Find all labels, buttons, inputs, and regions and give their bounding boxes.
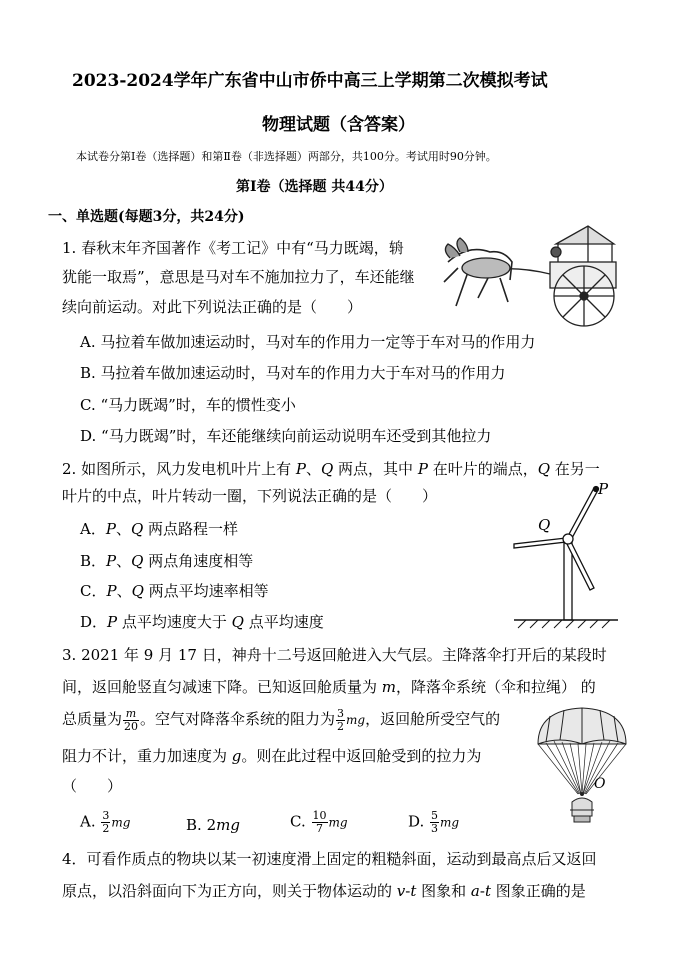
label-q: Q <box>538 516 551 534</box>
q3-option-b: B. 2mg <box>186 816 240 834</box>
q2-option-b: B．P、Q 两点角速度相等 <box>80 552 254 570</box>
q3-line3-post: ，返回舱所受空气的 <box>365 710 501 728</box>
q3-line-3: 总质量为 $\frac{m}{20}$ 。空气对降落伞系统的阻力为 $\frac{3}{2}$ mg，返回舱所受空气的 <box>62 706 501 733</box>
part-heading: 第Ⅰ卷（选择题 共44分） <box>236 179 393 195</box>
fraction-m-20: $\frac{m}{20}$ <box>124 706 139 733</box>
q4-line-2: 原点，以沿斜面向下为正方向，则关于物体运动的 v-t 图象和 a-t 图象正确的是 <box>62 882 586 900</box>
q3-line-4: 阻力不计，重力加速度为 g。则在此过程中返回舱受到的拉力为 <box>62 747 482 765</box>
q3-line-2: 间，返回舱竖直匀减速下降。已知返回舱质量为 m，降落伞系统（伞和拉绳） 的 <box>62 678 596 696</box>
q2-option-a: A．P、Q 两点路程一样 <box>80 520 239 538</box>
label-o: O <box>594 776 606 792</box>
q3-line3-pre: 总质量为 <box>62 710 123 728</box>
label-p: P <box>598 480 609 498</box>
q2-option-c: C．P、Q 两点平均速率相等 <box>80 582 269 600</box>
q4-line-1: 4．可看作质点的物块以某一初速度滑上固定的粗糙斜面，运动到最高点后又返回 <box>62 850 597 868</box>
q1-line-2: 犹能一取焉”，意思是马对车不施加拉力了，车还能继 <box>62 268 415 286</box>
q3-option-d: D. $\frac{5}{3}$ mg <box>408 809 460 835</box>
q1-line-3: 续向前运动。对此下列说法正确的是（ ） <box>62 298 363 316</box>
q3-option-c: C. $\frac{10}{7}$ mg <box>290 809 348 835</box>
q1-option-c: C. “马力既竭”时，车的惯性变小 <box>80 396 296 414</box>
q2-line-1: 2. 如图所示，风力发电机叶片上有 P、Q 两点，其中 P 在叶片的端点，Q 在另一 <box>62 460 600 478</box>
wind-turbine-figure <box>508 478 624 630</box>
chariot-figure <box>438 222 624 332</box>
q1-option-a: A. 马拉着车做加速运动时，马对车的作用力一定等于车对马的作用力 <box>80 333 536 351</box>
parachute-figure <box>534 706 630 828</box>
page-subtitle: 物理试题（含答案） <box>262 115 415 135</box>
q3-line-5: （ ） <box>62 777 123 795</box>
q3-line-1: 3. 2021 年 9 月 17 日，神舟十二号返回舱进入大气层。主降落伞打开后的某段时 <box>62 646 607 664</box>
page-title: 2023-2024学年广东省中山市侨中高三上学期第二次模拟考试 <box>72 71 548 91</box>
q3-line3-mid: 。空气对降落伞系统的阻力为 <box>140 710 336 728</box>
fraction-3-2: $\frac{3}{2}$ <box>337 706 345 733</box>
q1-line-1: 1. 春秋末年齐国著作《考工记》中有“马力既竭，辀 <box>62 239 404 257</box>
q1-option-d: D. “马力既竭”时，车还能继续向前运动说明车还受到其他拉力 <box>80 427 492 445</box>
q2-option-d: D．P 点平均速度大于 Q 点平均速度 <box>80 613 324 631</box>
section-heading: 一、单选题(每题3分，共24分) <box>48 209 245 225</box>
q3-option-a: A. $\frac{3}{2}$ mg <box>80 809 131 835</box>
q1-option-b: B. 马拉着车做加速运动时，马对车的作用力大于车对马的作用力 <box>80 364 506 382</box>
exam-note: 本试卷分第Ⅰ卷（选择题）和第Ⅱ卷（非选择题）两部分，共100分。考试用时90分钟。 <box>76 150 497 163</box>
q2-line-2: 叶片的中点，叶片转动一圈，下列说法正确的是（ ） <box>62 487 438 505</box>
